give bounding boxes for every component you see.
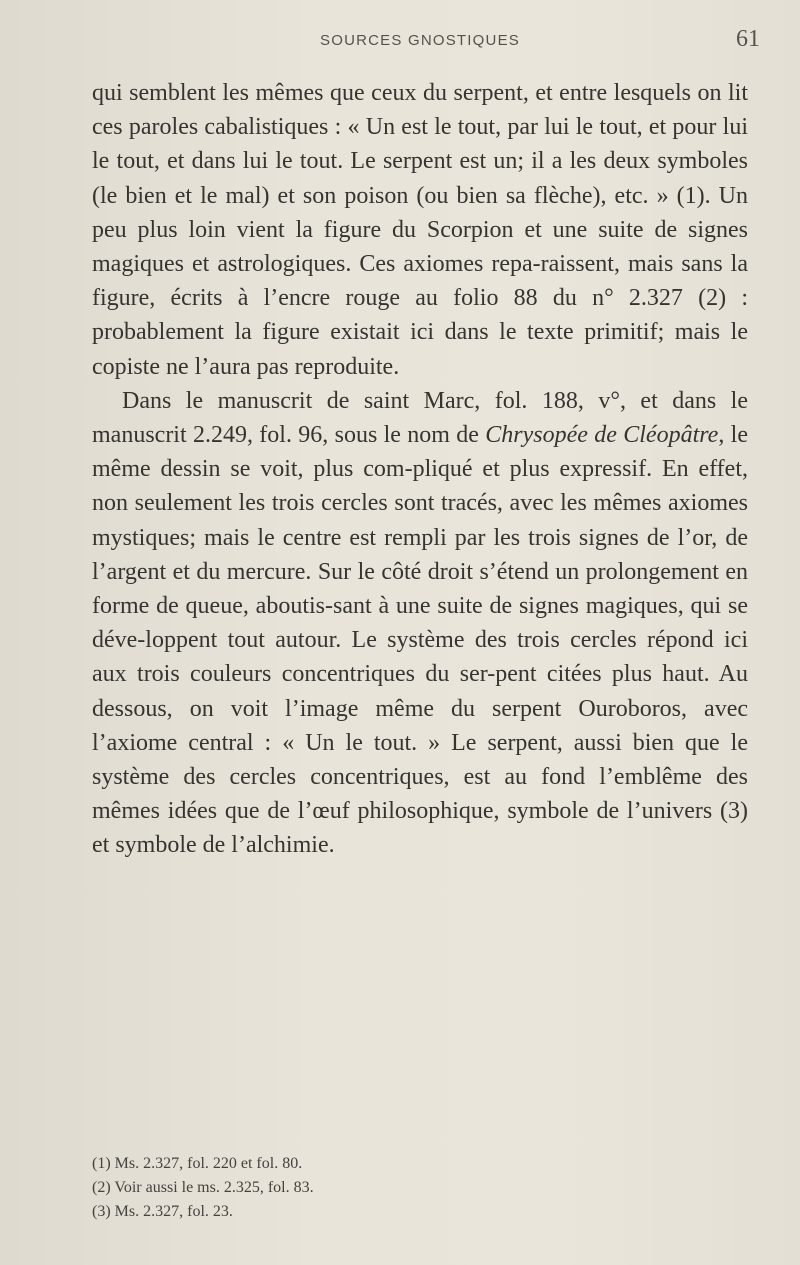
- body-text: [92, 76, 748, 863]
- page-number: 61: [736, 26, 760, 52]
- footnote-3: (3) Ms. 2.327, fol. 23.: [92, 1203, 233, 1220]
- running-title: SOURCES GNOSTIQUES: [320, 32, 520, 49]
- paragraph-2: [92, 384, 748, 863]
- running-head: [80, 24, 760, 50]
- paragraph-1: qui semblent les mêmes que ceux du serpent, et entre lesquels on lit ces paroles cabalistiques : « Un est le tout, par lui le tout, et pour lui le tout, et dans lui le tout. Le serpent est un; il a les deux symboles (le bien et le mal) et son poison (ou bien sa flèche), etc. » (1). Un peu plus loin vient la figure du Scorpion et une suite de signes magiques et astrologiques. Ces axiomes repa-raissent, mais sans la figure, écrits à l’encre rouge au folio 88 du n° 2.327 (2) : probablement la figure existait ici dans le texte primitif; mais le copiste ne l’aura pas reproduite.: [92, 80, 748, 380]
- footnote-1: (1) Ms. 2.327, fol. 220 et fol. 80.: [92, 1155, 303, 1172]
- footnotes: [92, 1152, 748, 1224]
- paragraph-2-start: Dans le manuscrit de saint Marc, fol. 188, v°, et dans le manuscrit 2.249, fol. 96, sous le nom de: [92, 387, 748, 449]
- paragraph-2-end: , le même dessin se voit, plus com-pliqué et plus expressif. En effet, non seulement les trois cercles sont tracés, avec les mêmes axiomes mystiques; mais le centre est rempli par les trois signes de l’or, de l’argent et du mercure. Sur le côté droit s’étend un prolongement en forme de queue, aboutis-sant à une suite de signes magiques, qui se déve-loppent tout autour. Le système des trois cercles répond ici aux trois couleurs concentriques du ser-pent citées plus haut. Au dessous, on voit l’image même du serpent Ouroboros, avec l’axiome central : « Un le tout. » Le serpent, aussi bien que le système des cercles concentriques, est au fond l’emblême des mêmes idées que de l’œuf philosophique, symbole de l’univers (3) et symbole de l’alchimie.: [92, 422, 748, 859]
- footnote-2: (2) Voir aussi le ms. 2.325, fol. 83.: [92, 1179, 314, 1196]
- italic-title: Chrysopée de Cléopâtre: [485, 422, 719, 449]
